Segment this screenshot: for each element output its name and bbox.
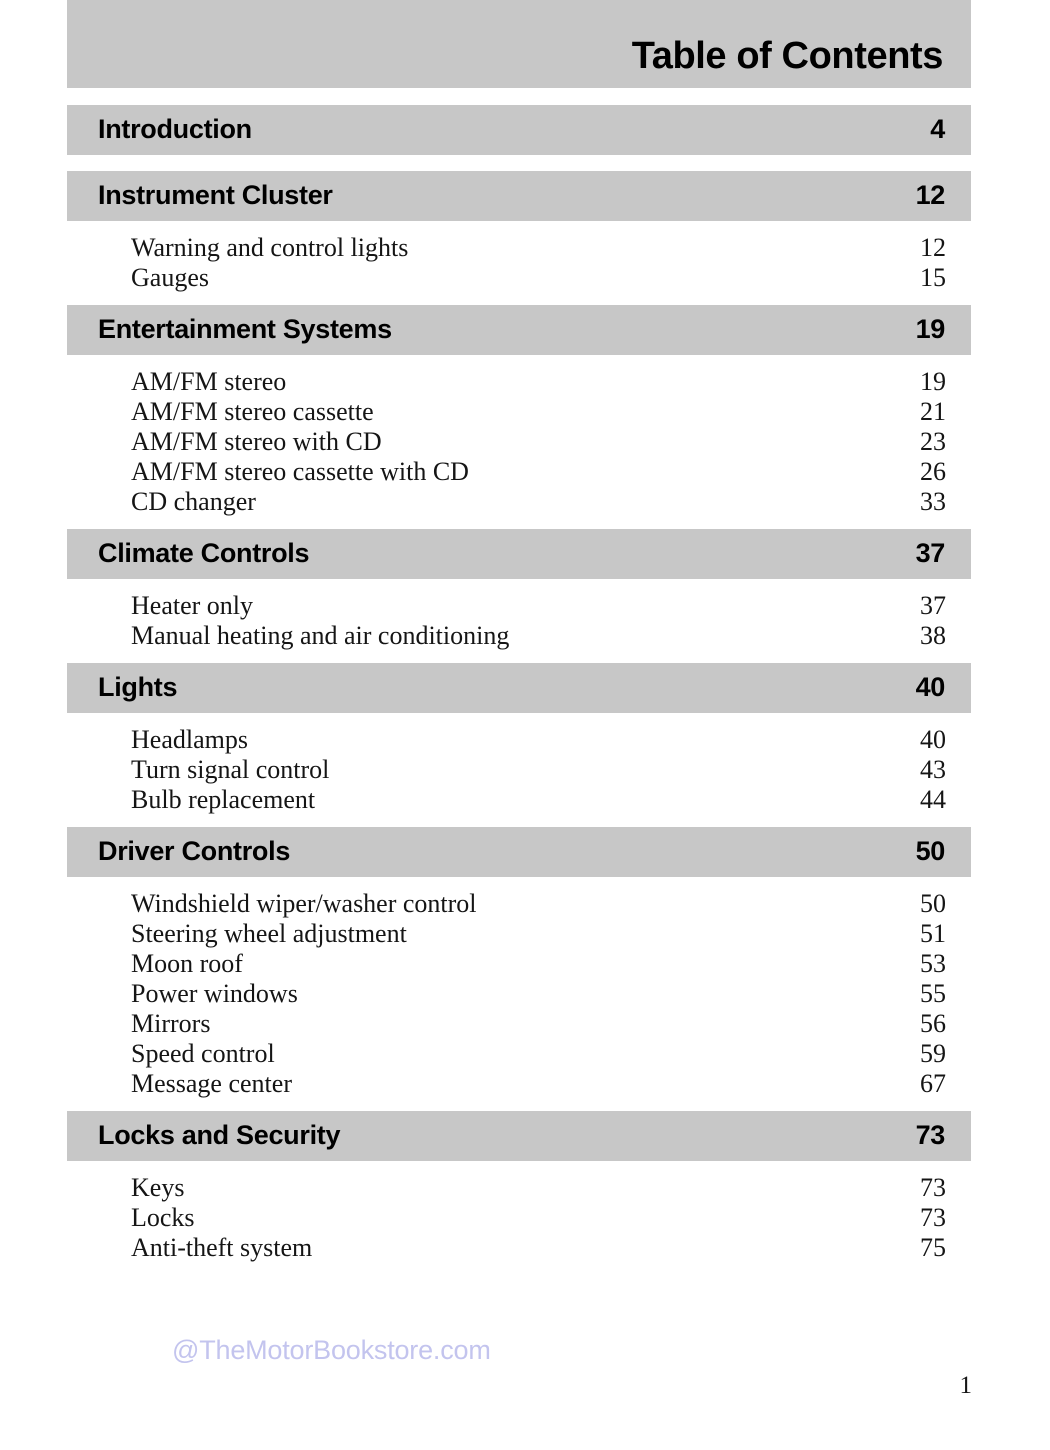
- toc-entry-row[interactable]: [0, 725, 1050, 755]
- toc-entry-page-number: 73: [920, 1203, 946, 1232]
- section-title: Instrument Cluster: [98, 179, 333, 210]
- toc-entry-page-number: 56: [920, 1009, 946, 1038]
- toc-entry-row[interactable]: [0, 979, 1050, 1009]
- toc-entry-title: CD changer: [131, 487, 256, 516]
- toc-entry-page-number: 44: [920, 785, 946, 814]
- toc-entry-row[interactable]: [0, 1233, 1050, 1263]
- section-header-row[interactable]: [67, 529, 971, 579]
- toc-entry-title: Manual heating and air conditioning: [131, 621, 510, 650]
- toc-entry-page-number: 15: [920, 263, 946, 292]
- toc-entry-row[interactable]: [0, 621, 1050, 651]
- section-title: Entertainment Systems: [98, 313, 392, 344]
- toc-entry-page-number: 33: [920, 487, 946, 516]
- toc-entry-title: Gauges: [131, 263, 209, 292]
- section-page-number: 73: [915, 1119, 945, 1150]
- toc-entry-title: Windshield wiper/washer control: [131, 889, 477, 918]
- section-page-number: 50: [915, 835, 945, 866]
- section-header-row[interactable]: [67, 663, 971, 713]
- toc-entry-title: Power windows: [131, 979, 298, 1008]
- section-entry-list: [0, 221, 1050, 305]
- watermark: @TheMotorBookstore.com: [172, 1335, 491, 1365]
- section-entry-list: [0, 1161, 1050, 1275]
- toc-entry-title: AM/FM stereo: [131, 367, 287, 396]
- toc-entry-row[interactable]: [0, 785, 1050, 815]
- toc-entry-page-number: 21: [920, 397, 946, 426]
- toc-entry-title: AM/FM stereo with CD: [131, 427, 382, 456]
- toc-entry-page-number: 75: [920, 1233, 946, 1262]
- toc-entry-page-number: 40: [920, 725, 946, 754]
- section-header-row[interactable]: [67, 1111, 971, 1161]
- toc-entry-page-number: 59: [920, 1039, 946, 1068]
- folio-page-number: 1: [959, 1372, 972, 1399]
- toc-entry-page-number: 51: [920, 919, 946, 948]
- toc-entry-title: Heater only: [131, 591, 254, 620]
- toc-entry-page-number: 55: [920, 979, 946, 1008]
- toc-entry-page-number: 67: [920, 1069, 946, 1098]
- toc-entry-row[interactable]: [0, 263, 1050, 293]
- section-page-number: 12: [915, 179, 945, 210]
- section-page-number: 40: [915, 671, 945, 702]
- toc-entry-title: Keys: [131, 1173, 185, 1202]
- toc-entry-title: Anti-theft system: [131, 1233, 313, 1262]
- section-entry-list: [0, 155, 1050, 171]
- toc-entry-title: Locks: [131, 1203, 195, 1232]
- section-header-row[interactable]: [67, 105, 971, 155]
- toc-entry-title: AM/FM stereo cassette: [131, 397, 374, 426]
- section-header-row[interactable]: [67, 827, 971, 877]
- section-page-number: 37: [915, 537, 945, 568]
- toc-entry-row[interactable]: [0, 397, 1050, 427]
- section-title: Introduction: [98, 113, 252, 144]
- toc-entry-page-number: 53: [920, 949, 946, 978]
- toc-entry-row[interactable]: [0, 1009, 1050, 1039]
- toc-entry-row[interactable]: [0, 591, 1050, 621]
- section-page-number: 4: [930, 113, 945, 144]
- toc-entry-row[interactable]: [0, 1173, 1050, 1203]
- toc-entry-page-number: 73: [920, 1173, 946, 1202]
- toc-entry-title: Moon roof: [131, 949, 243, 978]
- toc-entry-row[interactable]: [0, 427, 1050, 457]
- toc-entry-title: Speed control: [131, 1039, 275, 1068]
- toc-entry-row[interactable]: [0, 755, 1050, 785]
- table-of-contents: [0, 105, 1050, 1275]
- toc-entry-page-number: 37: [920, 591, 946, 620]
- toc-entry-title: Bulb replacement: [131, 785, 316, 814]
- toc-entry-row[interactable]: [0, 487, 1050, 517]
- page-header-band: [67, 0, 971, 88]
- toc-entry-page-number: 19: [920, 367, 946, 396]
- toc-entry-row[interactable]: [0, 889, 1050, 919]
- toc-entry-row[interactable]: [0, 949, 1050, 979]
- toc-entry-row[interactable]: [0, 1039, 1050, 1069]
- page-title: Table of Contents: [631, 35, 943, 77]
- toc-entry-title: Turn signal control: [131, 755, 330, 784]
- toc-entry-title: Steering wheel adjustment: [131, 919, 407, 948]
- toc-entry-title: Message center: [131, 1069, 292, 1098]
- section-page-number: 19: [915, 313, 945, 344]
- section-entry-list: [0, 579, 1050, 663]
- toc-entry-page-number: 23: [920, 427, 946, 456]
- toc-entry-page-number: 26: [920, 457, 946, 486]
- section-entry-list: [0, 713, 1050, 827]
- section-title: Lights: [98, 671, 178, 702]
- section-title: Driver Controls: [98, 835, 291, 866]
- section-header-row[interactable]: [67, 305, 971, 355]
- section-title: Climate Controls: [98, 537, 310, 568]
- toc-entry-row[interactable]: [0, 1203, 1050, 1233]
- toc-entry-title: Headlamps: [131, 725, 248, 754]
- toc-entry-row[interactable]: [0, 919, 1050, 949]
- section-entry-list: [0, 877, 1050, 1111]
- toc-entry-row[interactable]: [0, 367, 1050, 397]
- toc-entry-page-number: 38: [920, 621, 946, 650]
- toc-entry-page-number: 43: [920, 755, 946, 784]
- toc-entry-row[interactable]: [0, 233, 1050, 263]
- toc-entry-title: Mirrors: [131, 1009, 211, 1038]
- section-entry-list: [0, 355, 1050, 529]
- toc-entry-page-number: 12: [920, 233, 946, 262]
- section-title: Locks and Security: [98, 1119, 341, 1150]
- toc-entry-page-number: 50: [920, 889, 946, 918]
- toc-entry-row[interactable]: [0, 1069, 1050, 1099]
- toc-entry-title: AM/FM stereo cassette with CD: [131, 457, 469, 486]
- toc-entry-title: Warning and control lights: [131, 233, 409, 262]
- toc-entry-row[interactable]: [0, 457, 1050, 487]
- section-header-row[interactable]: [67, 171, 971, 221]
